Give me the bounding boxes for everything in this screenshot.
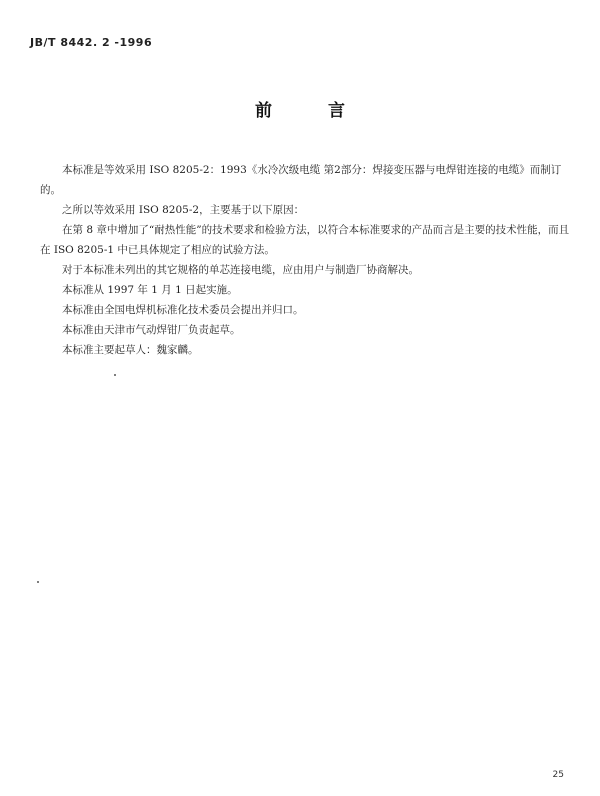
paragraph-other-specs: 对于本标准未列出的其它规格的单芯连接电缆，应由用户与制造厂协商解决。 xyxy=(62,264,419,276)
foreword-body xyxy=(40,160,572,360)
paragraph-drafters: 本标准主要起草人：魏家麟。 xyxy=(62,344,199,356)
scan-speck xyxy=(37,581,39,583)
page-title: 前言 xyxy=(255,101,401,121)
paragraph-adoption: 本标准是等效采用 ISO 8205-2：1993《水冷次级电缆 第2部分：焊接变压器与电焊钳连接的电缆》而制订的。 xyxy=(40,164,562,196)
scan-speck xyxy=(114,374,116,376)
paragraph-effective-date: 本标准从 1997 年 1 月 1 日起实施。 xyxy=(62,284,238,296)
paragraph-reason-detail: 在第 8 章中增加了“耐热性能”的技术要求和检验方法，以符合本标准要求的产品而言是主要的技术性能，而且在 ISO 8205-1 中已具体规定了相应的试验方法。 xyxy=(40,224,570,256)
paragraph-drafter-org: 本标准由天津市气动焊钳厂负责起草。 xyxy=(62,324,241,336)
standard-code: JB/T 8442. 2 -1996 xyxy=(30,36,153,49)
paragraph-reason-intro: 之所以等效采用 ISO 8205-2，主要基于以下原因： xyxy=(62,204,305,216)
paragraph-proposer: 本标准由全国电焊机标准化技术委员会提出并归口。 xyxy=(62,304,304,316)
page-number: 25 xyxy=(552,770,564,780)
